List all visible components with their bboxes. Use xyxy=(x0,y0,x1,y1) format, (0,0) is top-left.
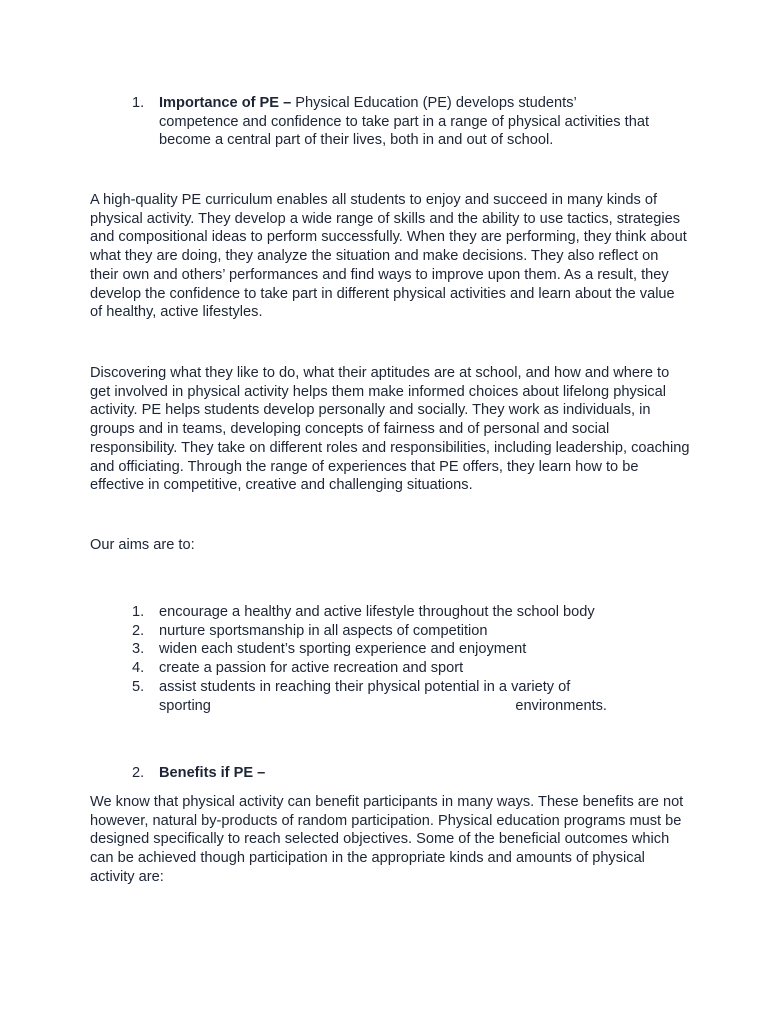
aim-item xyxy=(132,622,652,641)
aim-item xyxy=(132,659,652,678)
paragraph-discovering: Discovering what they like to do, what their aptitudes are at school, and how and where to get involved in physical activity helps them make informed choices about lifelong physical activity. PE helps students develop personally and socially. They work as individuals, in groups and in teams, developing concepts of fairness and of personal and social responsibility. They take on different roles and responsibilities, including leadership, coaching and officiating. Through the range of experiences that PE offers, they learn how to be effective in competitive, creative and challenging situations. xyxy=(90,365,690,494)
aim-text: nurture sportsmanship in all aspects of competition xyxy=(159,622,488,639)
section-1-item xyxy=(132,94,652,150)
aim-number: 4. xyxy=(132,660,145,677)
aim-number: 1. xyxy=(132,604,145,620)
aim-item xyxy=(132,678,652,715)
aim-number: 3. xyxy=(132,641,145,658)
aim-text: assist students in reaching their physical potential in a variety of xyxy=(159,678,571,695)
section-1-heading: Importance of PE – xyxy=(159,95,292,111)
section-1-number: 1. xyxy=(132,95,145,111)
section-2-list xyxy=(132,764,652,783)
aim-text: encourage a healthy and active lifestyle throughout the school body xyxy=(159,604,595,620)
section-2-number: 2. xyxy=(132,765,145,781)
aim-continuation xyxy=(159,697,607,716)
aim-item xyxy=(132,603,652,622)
section-2-heading: Benefits if PE – xyxy=(159,765,266,781)
aim-text: create a passion for active recreation and sport xyxy=(159,660,464,677)
aim-number: 5. xyxy=(132,678,145,695)
aim-number: 2. xyxy=(132,622,145,639)
aim-text: widen each student’s sporting experience and enjoyment xyxy=(159,641,527,658)
aim-item xyxy=(132,640,652,659)
paragraph-benefits: We know that physical activity can benefit participants in many ways. These benefits are not however, natural by-products of random participation. Physical education programs must be designed specifically to reach selected objectives. Some of the beneficial outcomes which can be achieved though participation in the appropriate kinds and amounts of physical activity are: xyxy=(90,794,684,885)
aim-continuation-left: sporting xyxy=(159,697,211,714)
aim-continuation-right: environments. xyxy=(515,697,607,714)
paragraph-curriculum: A high-quality PE curriculum enables all students to enjoy and succeed in many kinds of physical activity. They develop a wide range of skills and the ability to use tactics, strategies and compositional ideas to perform successfully. When they are performing, they think about what they are doing, they analyze the situation and make decisions. They also reflect on their own and others’ performances and find ways to improve upon them. As a result, they develop the confidence to take part in different physical activities and learn about the value of healthy, active lifestyles. xyxy=(90,192,687,321)
aims-intro: Our aims are to: xyxy=(90,537,195,553)
section-1-text: Physical Education (PE) develops students’ competence and confidence to take part in a range of physical activities that become a central part of their lives, both in and out of school. xyxy=(159,95,649,149)
section-1-list xyxy=(132,94,652,150)
section-2-item xyxy=(132,764,652,783)
aims-list xyxy=(132,603,652,715)
